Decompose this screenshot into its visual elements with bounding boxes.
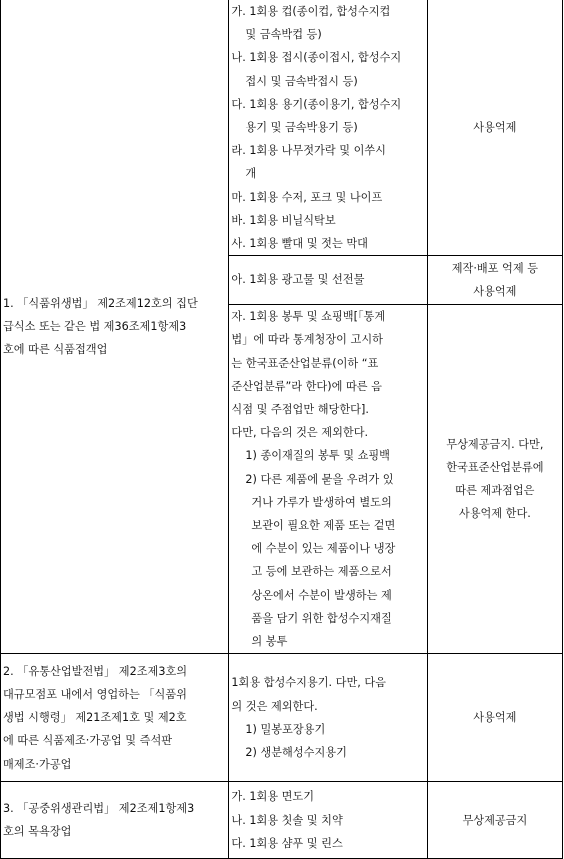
items-cell: [229, 654, 427, 782]
measure-cell: [427, 654, 562, 782]
item-line: 가. 1회용 면도기: [231, 790, 315, 804]
item-line: 법」에 따라 통계청장이 고시하: [231, 333, 383, 347]
cell-text-line: 호에 따른 식품접객업: [3, 343, 108, 357]
target-cell-large-store: [1, 654, 229, 782]
table-row: [1, 0, 563, 256]
measure-cell: [427, 305, 562, 654]
item-line: 2) 다른 제품에 묻을 우려가 있: [245, 472, 394, 486]
measure-cell: [427, 782, 562, 859]
measure-text: 무상제공금지. 다만,: [446, 437, 544, 451]
item-line: 접시 및 금속박접시 등): [245, 74, 358, 88]
cell-text-line: 2. 「유통산업발전법」 제2조제3호의: [3, 664, 188, 678]
item-line: 및 금속박컵 등): [245, 28, 322, 42]
measure-text: 사용억제: [473, 121, 517, 135]
item-line: 에 수분이 있는 제품이나 냉장: [251, 542, 396, 556]
item-line: 의 봉투: [251, 635, 288, 649]
cell-text-line: 급식소 또는 같은 법 제36조제1항제3: [3, 320, 187, 334]
measure-cell: [427, 0, 562, 256]
item-line: 사. 1회용 빨대 및 젓는 막대: [231, 237, 368, 251]
item-line: 나. 1회용 칫솔 및 치약: [231, 813, 343, 827]
item-line: 바. 1회용 비닐식탁보: [231, 213, 336, 227]
item-line: 용기 및 금속박용기 등): [245, 121, 358, 135]
item-line: 는 한국표준산업분류(이하 “표: [231, 356, 379, 370]
measure-text: 무상제공금지: [462, 813, 528, 827]
item-line: 2) 생분해성수지용기: [245, 745, 347, 759]
table-row: [1, 782, 563, 859]
items-cell: [229, 256, 427, 305]
item-line: 다만, 다음의 것은 제외한다.: [231, 426, 369, 440]
item-line: 다. 1회용 샴푸 및 린스: [231, 836, 343, 850]
item-line: 아. 1회용 광고물 및 선전물: [231, 273, 365, 287]
cell-text-line: 에 따른 식품제조·가공업 및 즉석판: [3, 734, 173, 748]
measure-text: 제작·배포 억제 등: [451, 262, 539, 276]
item-line: 다. 1회용 용기(종이용기, 합성수지: [231, 97, 402, 111]
item-line: 1) 종이재질의 봉투 및 쇼핑백: [245, 449, 390, 463]
item-line: 라. 1회용 나무젓가락 및 이쑤시: [231, 144, 386, 158]
item-line: 식점 및 주점업만 해당한다].: [231, 403, 369, 417]
item-line: 마. 1회용 수저, 포크 및 나이프: [231, 190, 383, 204]
items-cell: [229, 782, 427, 859]
item-line: 가. 1회용 컵(종이컵, 합성수지컵: [231, 5, 391, 18]
item-line: 상온에서 수분이 발생하는 제: [251, 588, 392, 602]
item-line: 개: [245, 167, 257, 181]
cell-text-line: 호의 목욕장업: [3, 825, 72, 839]
item-line: 1) 밀봉포장용기: [245, 722, 326, 736]
item-line: 준산업분류”라 한다)에 따른 음: [231, 379, 382, 393]
cell-text-line: 대규모점포 내에서 영업하는 「식품위: [3, 687, 187, 701]
item-line: 의 것은 제외한다.: [231, 699, 318, 713]
table-row: [1, 654, 563, 782]
item-line: 품을 담기 위한 합성수지재질: [251, 611, 392, 625]
item-line: 1회용 합성수지용기. 다만, 다음: [231, 676, 386, 690]
item-line: 거나 가루가 발생하여 별도의: [251, 495, 392, 509]
target-cell-food-service: [1, 0, 229, 654]
item-line: 보관이 필요한 제품 또는 겉면: [251, 519, 396, 533]
cell-text-line: 매제조·가공업: [3, 757, 72, 771]
target-cell-bathhouse: [1, 782, 229, 859]
measure-text: 한국표준산업분류에: [446, 461, 544, 475]
cell-text-line: 1. 「식품위생법」 제2조제12호의 집단: [3, 296, 198, 310]
items-cell: [229, 0, 427, 256]
measure-text: 따른 제과점업은: [455, 484, 535, 498]
measure-cell: [427, 256, 562, 305]
item-line: 고 등에 보관하는 제품으로서: [251, 565, 392, 579]
measure-text: 사용억제 한다.: [458, 507, 531, 521]
item-line: 나. 1회용 접시(종이접시, 합성수지: [231, 51, 402, 65]
items-cell: [229, 305, 427, 654]
item-line: 자. 1회용 봉투 및 쇼핑백[「통계: [231, 310, 386, 324]
cell-text-line: 생법 시행령」 제21조제1호 및 제2호: [3, 711, 187, 725]
measure-text: 사용억제: [473, 285, 517, 299]
measure-text: 사용억제: [473, 711, 517, 725]
cell-text-line: 3. 「공중위생관리법」 제2조제1항제3: [3, 802, 195, 816]
